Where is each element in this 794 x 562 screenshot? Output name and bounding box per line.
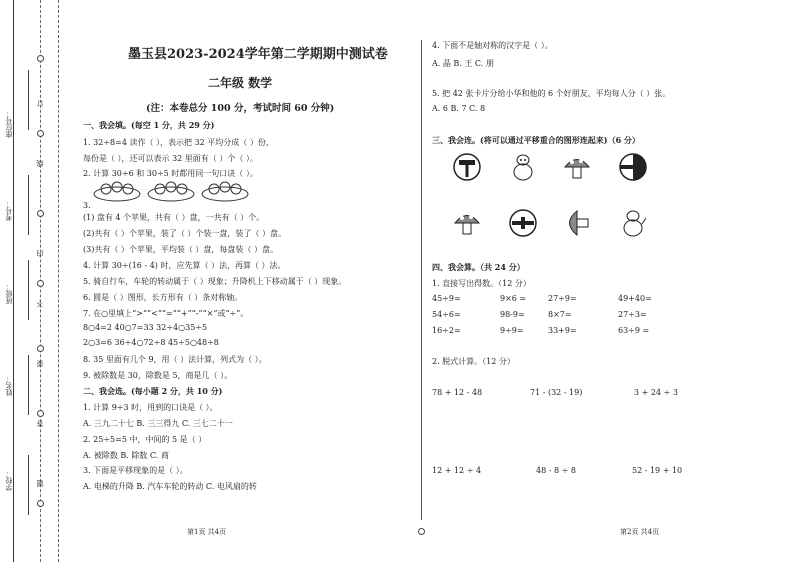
question-line: A. 三九二十七 B. 三三得九 C. 三七二十一 — [83, 419, 233, 428]
question-line: (2)共有（ ）个苹果，装了（ ）个装一盘，装了（ ）盘。 — [83, 229, 286, 238]
binding-label-class: 班级： — [5, 283, 13, 304]
binding-hole — [37, 210, 44, 217]
exam-title: 墨玉县2023-2024学年第二学期期中测试卷 — [128, 47, 388, 62]
question-line: 2. 计算 30÷6 和 30÷5 时都用同一句口诀（ ）。 — [83, 169, 258, 178]
step-calc-item: 52 - 19 + 10 — [632, 466, 683, 475]
question-line: 5. 把 42 张卡片分给小华和他的 6 个好朋友，平均每人分（ ）张。 — [432, 89, 671, 98]
binding-hole — [37, 345, 44, 352]
binding-label-name: 姓名： — [5, 375, 13, 396]
half-circle-icon — [618, 152, 648, 182]
question-line: 5. 骑自行车，车轮的转动属于（ ）现象；升降机上下移动属于（ ）现象。 — [83, 277, 347, 286]
question-line: 1. 直接写出得数。（12 分） — [432, 279, 531, 288]
question-line: 3. 下面是平移现象的是（ ）。 — [83, 466, 188, 475]
step-calc-item: 71 - (32 - 19) — [530, 388, 583, 397]
robot-icon — [508, 152, 538, 182]
seal-mark: 内 — [36, 250, 44, 257]
seal-mark: 订 — [36, 100, 44, 107]
calc-item: 98-9= — [500, 310, 525, 319]
question-line: 2. 25÷5=5 中，中间的 5 是（ ） — [83, 435, 207, 444]
page-footer-left: 第1页 共4页 — [187, 528, 227, 536]
step-calc-item: 3 + 24 ÷ 3 — [634, 388, 678, 397]
question-line: 每份是（ ），还可以表示 32 里面有（ ）个（ ）。 — [83, 154, 258, 163]
calc-item: 8×7= — [548, 310, 572, 319]
question-line: A. 电梯的升降 B. 汽车车轮的转动 C. 电风扇的转 — [83, 482, 257, 491]
question-line: (3)共有（ ）个苹果，平均装（ ）盘，每盘装（ ）盘。 — [83, 245, 278, 254]
question-line: 1. 计算 9÷3 时，用到的口诀是（ ）。 — [83, 403, 218, 412]
binding-label-seat: 座位号： — [5, 110, 13, 138]
calc-item: 33+9= — [548, 326, 577, 335]
question-line: A. 晶 B. 王 C. 朋 — [432, 59, 494, 68]
seal-mark: 题 — [36, 480, 44, 487]
binding-label-school: 学校： — [5, 470, 13, 491]
question-line: 2○3=6 36÷4○72÷8 45÷5○48÷8 — [83, 338, 219, 347]
section-heading: 三、我会连。(将可以通过平移重合的图形连起来)（6 分） — [432, 135, 640, 145]
binding-hole — [37, 280, 44, 287]
mushroom-left-icon — [452, 208, 482, 238]
question-line: A. 被除数 B. 除数 C. 商 — [83, 451, 169, 460]
apple-basket-icon — [146, 180, 196, 202]
calc-item: 49+40= — [618, 294, 652, 303]
question-line: 4. 下面不是轴对称的汉字是（ ）。 — [432, 41, 553, 50]
step-calc-item: 12 + 12 ÷ 4 — [432, 466, 482, 475]
section-heading: 二、我会选。(每小题 2 分，共 10 分) — [83, 386, 223, 396]
hammer-circle-icon — [508, 208, 538, 238]
seal-mark: 不 — [36, 300, 44, 307]
calc-item: 27÷9= — [548, 294, 577, 303]
question-line: (1) 盘有 4 个苹果，共有（ ）盘，一共有（ ）个。 — [83, 213, 265, 222]
seal-mark: 线 — [36, 160, 44, 167]
binding-label-exam-number: 考号： — [5, 200, 13, 221]
question-line: A. 6 B. 7 C. 8 — [432, 104, 486, 113]
binding-hole — [37, 55, 44, 62]
section-heading: 一、我会填。(每空 1 分，共 29 分) — [83, 120, 215, 130]
question-line: 4. 计算 30÷(16 - 4) 时，应先算（ ）法，再算（ ）法。 — [83, 261, 286, 270]
apple-basket-icon — [200, 180, 250, 202]
apple-basket-icon — [92, 180, 142, 202]
calc-item: 54÷6= — [432, 310, 461, 319]
page-footer-right: 第2页 共4页 — [620, 528, 660, 536]
binding-hole — [37, 500, 44, 507]
page-divider — [421, 40, 422, 520]
exam-subtitle: 二年级 数学 — [208, 76, 273, 90]
question-line: 7. 在○里填上“>”“<”“=”“+”“-”“×”或“÷”。 — [83, 309, 249, 318]
question-line: 2. 脱式计算。（12 分） — [432, 357, 515, 366]
calc-item: 45÷9= — [432, 294, 461, 303]
mushroom-icon — [562, 152, 592, 182]
hammer-in-circle-icon — [452, 152, 482, 182]
binding-hole — [37, 410, 44, 417]
seal-mark: 要 — [36, 360, 44, 367]
question-line: 6. 圆是（ ）图形，长方形有（ ）条对称轴。 — [83, 293, 243, 302]
calc-item: 9÷9= — [500, 326, 524, 335]
exam-note: (注：本卷总分 100 分，考试时间 60 分钟) — [146, 103, 335, 114]
binding-hole — [37, 130, 44, 137]
calc-item: 9×6 = — [500, 294, 527, 303]
calc-item: 27÷3= — [618, 310, 647, 319]
section-heading: 四、我会算。（共 24 分） — [432, 262, 525, 272]
question-line: 8. 35 里面有几个 9，用（ ）法计算，列式为（ ）。 — [83, 355, 267, 364]
calc-item: 63÷9 = — [618, 326, 650, 335]
calc-item: 16÷2= — [432, 326, 461, 335]
mushroom-side-icon — [562, 208, 592, 238]
seal-mark: 答 — [36, 420, 44, 427]
question-line: 8○4=2 40○7=33 32÷4○35÷5 — [83, 323, 208, 332]
robot-wave-icon — [618, 208, 648, 238]
step-calc-item: 78 + 12 - 48 — [432, 388, 483, 397]
question-line: 9. 被除数是 30，除数是 5，商是几（ ）。 — [83, 371, 233, 380]
divider-hole — [418, 528, 425, 535]
question-line: 1. 32÷8=4 读作（ ），表示把 32 平均分成（ ）份， — [83, 138, 274, 147]
step-calc-item: 48 - 8 ÷ 8 — [536, 466, 576, 475]
question-line: 3. — [83, 201, 91, 210]
